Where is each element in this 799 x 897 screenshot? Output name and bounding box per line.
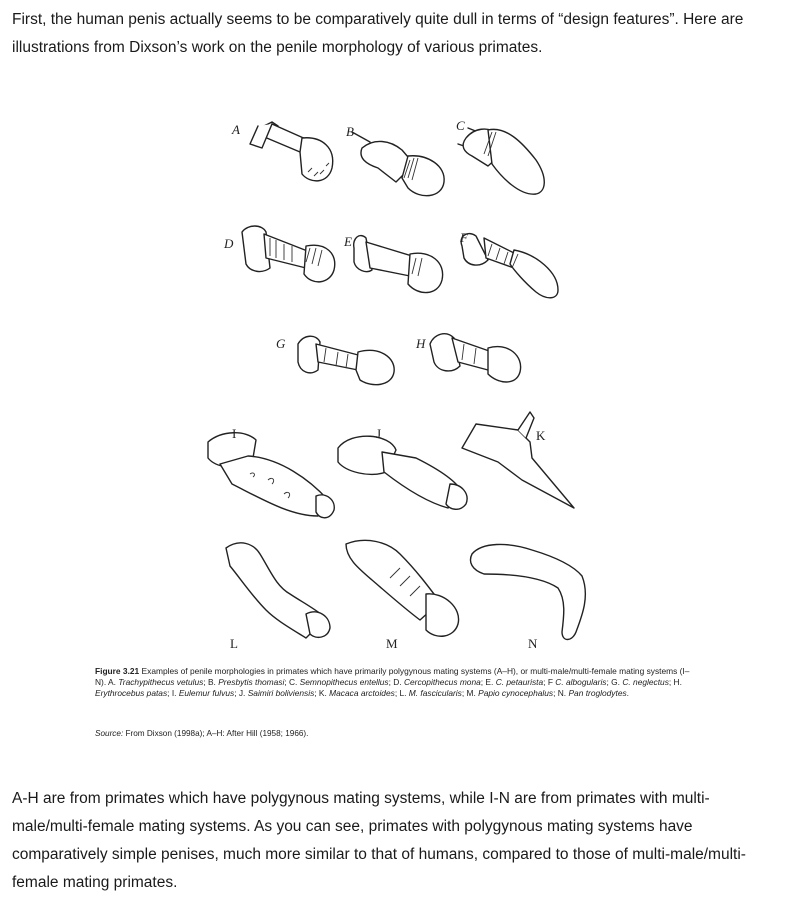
- species-prefix: L.: [397, 688, 409, 699]
- specimen-c: [458, 128, 544, 194]
- label-j: J: [376, 426, 382, 441]
- species-suffix: ;: [394, 688, 398, 699]
- specimen-j: [338, 436, 467, 509]
- species-name: Cercopithecus mona: [403, 677, 481, 688]
- label-e: E: [344, 234, 352, 249]
- species-name: Eulemur fulvus: [178, 688, 235, 699]
- species-suffix: ; I.: [167, 688, 177, 699]
- specimen-g: [298, 336, 394, 384]
- species-name: C. albogularis: [555, 677, 607, 688]
- specimen-h: [430, 334, 521, 382]
- label-h: H: [416, 336, 426, 351]
- label-c: C: [456, 118, 465, 133]
- figure-3-21: [90, 108, 710, 648]
- species-name: Trachypithecus vetulus: [118, 677, 204, 688]
- specimen-d: [242, 226, 335, 282]
- species-suffix: .: [626, 688, 629, 699]
- caption-figure-label: Figure 3.21: [95, 666, 140, 676]
- specimen-m: [346, 540, 459, 636]
- species-name: C. neglectus: [622, 677, 669, 688]
- caption-species-list: [95, 677, 682, 698]
- label-i: I: [232, 426, 237, 441]
- figure-illustration: [90, 108, 710, 648]
- species-suffix: ; B.: [203, 677, 216, 688]
- species-suffix: ; D.: [388, 677, 402, 688]
- specimen-a: [250, 122, 333, 181]
- specimen-e: [354, 236, 443, 293]
- species-suffix: ; H.: [668, 677, 682, 688]
- species-name: C. petaurista: [495, 677, 544, 688]
- label-n: N: [528, 636, 538, 648]
- species-name: Macaca arctoides: [329, 688, 395, 699]
- species-suffix: ; C.: [284, 677, 298, 688]
- species-name: Saimiri boliviensis: [247, 688, 315, 699]
- label-m: M: [386, 636, 398, 648]
- species-name: Semnopithecus entellus: [299, 677, 389, 688]
- intro-paragraph: First, the human penis actually seems to be comparatively quite dull in terms of “design features”. Here are illustrations from Dixson’s work on the penile morphology of various primates.: [12, 11, 744, 56]
- figure-caption: [95, 666, 695, 700]
- species-suffix: ; K.: [314, 688, 327, 699]
- conclusion-paragraph: A-H are from primates which have polygynous mating systems, while I-N are from primates with multi-male/multi-female mating systems. As you can see, primates with polygynous mating systems have comparatively simple penises, much more similar to that of humans, compared to those of multi-male/multi-female mating primates.: [12, 790, 746, 891]
- species-suffix: ; E.: [480, 677, 494, 688]
- label-f: F: [460, 230, 468, 245]
- specimen-n: [471, 544, 586, 639]
- specimen-k: [462, 412, 574, 508]
- species-name: Pan troglodytes: [568, 688, 627, 699]
- species-suffix: ; J.: [234, 688, 246, 699]
- figure-source: [95, 729, 308, 738]
- source-label: Source:: [95, 729, 124, 738]
- specimen-b: [352, 132, 444, 196]
- label-g: G: [276, 336, 286, 351]
- source-text: From Dixson (1998a); A–H: After Hill (1958; 1966).: [123, 729, 309, 738]
- label-l: L: [230, 636, 238, 648]
- label-d: D: [224, 236, 234, 251]
- label-b: B: [346, 124, 354, 139]
- specimen-i: [208, 433, 334, 518]
- species-name: Presbytis thomasi: [218, 677, 285, 688]
- species-name: M. fascicularis: [408, 688, 462, 699]
- label-k: K: [536, 428, 546, 443]
- specimen-l: [226, 543, 330, 638]
- species-suffix: ; N.: [553, 688, 567, 699]
- species-name: Papio cynocephalus: [478, 688, 554, 699]
- species-suffix: ; M.: [461, 688, 476, 699]
- species-suffix: ; F: [543, 677, 553, 688]
- label-a: A: [232, 122, 240, 137]
- caption-lead: Examples of penile morphologies in primates which have primarily polygynous mating systems (A–H), or multi-male/multi-female mating systems (I–N). A.: [95, 666, 690, 688]
- species-suffix: ; G.: [606, 677, 620, 688]
- species-name: Erythrocebus patas: [95, 688, 168, 699]
- specimen-f: [461, 234, 558, 298]
